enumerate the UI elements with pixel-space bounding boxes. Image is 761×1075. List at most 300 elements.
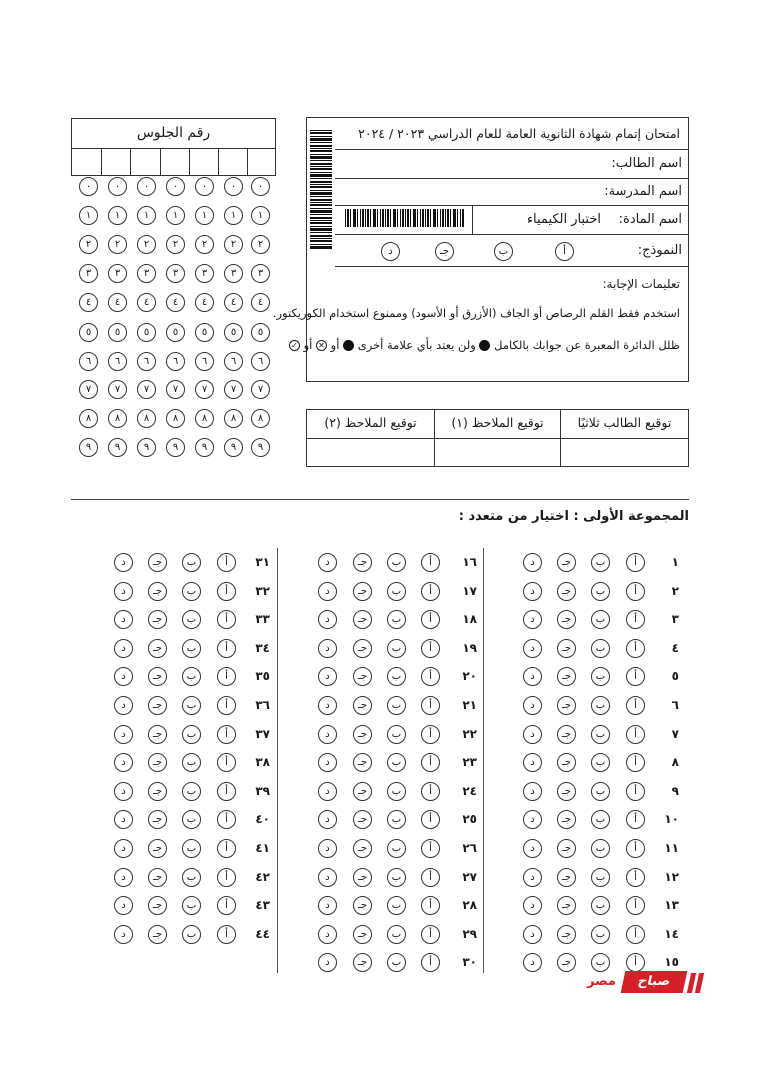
seat-digit-bubble[interactable]: ٢	[108, 235, 127, 254]
answer-option-bubble[interactable]: أ	[626, 696, 645, 715]
seat-digit-bubble[interactable]: ٥	[137, 323, 156, 342]
seat-digit-bubble[interactable]: ٠	[251, 177, 270, 196]
answer-option-bubble[interactable]: د	[523, 553, 542, 572]
answer-option-bubble[interactable]: أ	[421, 696, 440, 715]
answer-option-bubble[interactable]: جـ	[148, 610, 167, 629]
seat-digit-bubble[interactable]: ٩	[79, 438, 98, 457]
seat-digit-bubble[interactable]: ٩	[251, 438, 270, 457]
seat-digit-bubble[interactable]: ٤	[79, 293, 98, 312]
answer-option-bubble[interactable]: د	[523, 782, 542, 801]
answer-option-bubble[interactable]: ب	[591, 696, 610, 715]
seat-box-divider	[189, 148, 190, 175]
answer-option-bubble[interactable]: أ	[217, 582, 236, 601]
answer-option-bubble[interactable]: أ	[626, 553, 645, 572]
answer-option-bubble[interactable]: ب	[591, 925, 610, 944]
seat-digit-bubble[interactable]: ٠	[108, 177, 127, 196]
seat-digit-bubble[interactable]: ٨	[224, 409, 243, 428]
answer-option-bubble[interactable]: د	[523, 839, 542, 858]
barcode-bar	[353, 209, 356, 227]
answer-option-bubble[interactable]: د	[523, 753, 542, 772]
answer-option-bubble[interactable]: ب	[387, 610, 406, 629]
seat-digit-bubble[interactable]: ٥	[108, 323, 127, 342]
answer-option-bubble[interactable]: د	[318, 782, 337, 801]
seat-digit-bubble[interactable]: ٩	[137, 438, 156, 457]
answer-option-bubble[interactable]: د	[523, 810, 542, 829]
answer-option-bubble[interactable]: أ	[217, 696, 236, 715]
seat-digit-bubble[interactable]: ٧	[137, 380, 156, 399]
answer-option-bubble[interactable]: ب	[182, 896, 201, 915]
barcode-bar	[310, 174, 332, 177]
answer-option-bubble[interactable]: جـ	[353, 667, 372, 686]
answer-option-bubble[interactable]: ب	[387, 667, 406, 686]
seat-digit-bubble[interactable]: ٢	[137, 235, 156, 254]
question-number: ٤٣	[255, 898, 270, 912]
answer-option-bubble[interactable]: د	[318, 810, 337, 829]
answer-option-bubble[interactable]: أ	[217, 839, 236, 858]
answer-option-bubble[interactable]: أ	[217, 725, 236, 744]
answer-option-bubble[interactable]: ب	[387, 896, 406, 915]
answer-option-bubble[interactable]: د	[318, 925, 337, 944]
answer-option-bubble[interactable]: د	[114, 810, 133, 829]
answer-option-bubble[interactable]: د	[523, 896, 542, 915]
barcode-bar	[402, 209, 404, 227]
subject-value: اختبار الكيمياء	[526, 212, 601, 227]
answer-option-bubble[interactable]: د	[523, 868, 542, 887]
answer-option-bubble[interactable]: د	[114, 610, 133, 629]
answer-option-bubble[interactable]: د	[523, 639, 542, 658]
answer-option-bubble[interactable]: جـ	[557, 925, 576, 944]
answer-option-bubble[interactable]: جـ	[353, 725, 372, 744]
seat-digit-bubble[interactable]: ٠	[195, 177, 214, 196]
seat-digit-bubble[interactable]: ٧	[224, 380, 243, 399]
answer-option-bubble[interactable]: ب	[387, 782, 406, 801]
question-number: ٤٠	[255, 812, 270, 826]
question-number: ٨	[671, 755, 679, 769]
seat-digit-bubble[interactable]: ٧	[79, 380, 98, 399]
answer-option-bubble[interactable]: جـ	[557, 753, 576, 772]
answer-option-bubble[interactable]: ب	[591, 553, 610, 572]
seat-digit-bubble[interactable]: ٤	[108, 293, 127, 312]
answer-option-bubble[interactable]: ب	[182, 925, 201, 944]
seat-digit-bubble[interactable]: ٧	[166, 380, 185, 399]
answer-option-bubble[interactable]: ب	[182, 868, 201, 887]
seat-digit-bubble[interactable]: ٣	[251, 264, 270, 283]
seat-digit-bubble[interactable]: ٤	[195, 293, 214, 312]
answer-option-bubble[interactable]: أ	[626, 839, 645, 858]
answer-option-bubble[interactable]: أ	[217, 639, 236, 658]
seat-digit-bubble[interactable]: ١	[195, 206, 214, 225]
answer-option-bubble[interactable]: جـ	[148, 868, 167, 887]
answer-option-bubble[interactable]: جـ	[353, 868, 372, 887]
seat-digit-bubble[interactable]: ١	[224, 206, 243, 225]
answer-option-bubble[interactable]: د	[318, 667, 337, 686]
answer-option-bubble[interactable]: ب	[182, 667, 201, 686]
answer-option-bubble[interactable]: ب	[182, 753, 201, 772]
seat-digit-bubble[interactable]: ٢	[79, 235, 98, 254]
answer-option-bubble[interactable]: جـ	[148, 925, 167, 944]
seat-digit-bubble[interactable]: ١	[166, 206, 185, 225]
seat-digit-bubble[interactable]: ٨	[79, 409, 98, 428]
answer-option-bubble[interactable]: أ	[217, 896, 236, 915]
seat-digit-bubble[interactable]: ٦	[251, 352, 270, 371]
seat-digit-bubble[interactable]: ٣	[195, 264, 214, 283]
instruction-2	[289, 338, 680, 352]
seat-digit-bubble[interactable]: ٩	[224, 438, 243, 457]
seat-digit-bubble[interactable]: ٣	[79, 264, 98, 283]
seat-digit-bubble[interactable]: ٢	[251, 235, 270, 254]
barcode-bar	[365, 209, 366, 227]
seat-digit-bubble[interactable]: ٦	[195, 352, 214, 371]
model-option-bubble[interactable]: د	[381, 242, 400, 261]
answer-option-bubble[interactable]: د	[114, 667, 133, 686]
question-number: ٣٠	[462, 955, 477, 969]
answer-option-bubble[interactable]: جـ	[148, 553, 167, 572]
answer-option-bubble[interactable]: د	[114, 582, 133, 601]
answer-option-bubble[interactable]: جـ	[353, 782, 372, 801]
answer-option-bubble[interactable]: أ	[626, 782, 645, 801]
answer-option-bubble[interactable]: أ	[217, 667, 236, 686]
barcode-bar	[405, 209, 406, 227]
barcode-bar	[310, 210, 332, 213]
answer-option-bubble[interactable]: ب	[182, 639, 201, 658]
answer-option-bubble[interactable]: أ	[421, 810, 440, 829]
seat-digit-bubble[interactable]: ٧	[251, 380, 270, 399]
answer-option-bubble[interactable]: د	[318, 553, 337, 572]
answer-option-bubble[interactable]: جـ	[557, 868, 576, 887]
answer-option-bubble[interactable]: أ	[626, 582, 645, 601]
student-name-row[interactable]	[335, 150, 688, 179]
answer-option-bubble[interactable]: د	[523, 696, 542, 715]
logo-word-sabah: صباح	[621, 971, 688, 993]
question-number: ٣٧	[255, 727, 270, 741]
answer-option-bubble[interactable]: أ	[217, 610, 236, 629]
answer-option-bubble[interactable]: د	[114, 925, 133, 944]
seat-digit-bubble[interactable]: ٦	[137, 352, 156, 371]
answer-option-bubble[interactable]: أ	[626, 810, 645, 829]
answer-option-bubble[interactable]: جـ	[353, 610, 372, 629]
answer-option-bubble[interactable]: ب	[182, 582, 201, 601]
model-option-bubble[interactable]: أ	[555, 242, 574, 261]
answer-option-bubble[interactable]: أ	[626, 925, 645, 944]
answer-option-bubble[interactable]: أ	[626, 953, 645, 972]
seat-digit-bubble[interactable]: ٥	[195, 323, 214, 342]
answer-option-bubble[interactable]: جـ	[148, 810, 167, 829]
instruction-2-part2: ولن يعتد بأي علامة أخرى	[357, 338, 476, 352]
answer-option-bubble[interactable]: أ	[217, 753, 236, 772]
answer-option-bubble[interactable]: أ	[217, 553, 236, 572]
answer-option-bubble[interactable]: أ	[217, 782, 236, 801]
answer-option-bubble[interactable]: جـ	[148, 896, 167, 915]
barcode-bar	[310, 172, 332, 173]
answer-option-bubble[interactable]: أ	[421, 725, 440, 744]
answer-option-bubble[interactable]: ب	[387, 868, 406, 887]
seat-digit-bubble[interactable]: ٨	[108, 409, 127, 428]
answer-option-bubble[interactable]: د	[114, 896, 133, 915]
question-number: ١٨	[462, 612, 477, 626]
answer-option-bubble[interactable]: ب	[591, 725, 610, 744]
seat-digit-bubble[interactable]: ١	[108, 206, 127, 225]
answer-option-bubble[interactable]: د	[318, 582, 337, 601]
answer-option-bubble[interactable]: جـ	[353, 810, 372, 829]
answer-option-bubble[interactable]: ب	[182, 782, 201, 801]
seat-digit-bubble[interactable]: ٦	[166, 352, 185, 371]
answer-option-bubble[interactable]: جـ	[557, 639, 576, 658]
seat-box-divider	[130, 148, 131, 175]
seat-digit-bubble[interactable]: ٥	[166, 323, 185, 342]
answer-option-bubble[interactable]: د	[318, 953, 337, 972]
answer-option-bubble[interactable]: أ	[217, 868, 236, 887]
seat-digit-bubble[interactable]: ١	[251, 206, 270, 225]
answer-option-bubble[interactable]: ب	[591, 667, 610, 686]
answer-option-bubble[interactable]: أ	[421, 839, 440, 858]
seat-digit-bubble[interactable]: ٠	[79, 177, 98, 196]
answer-option-bubble[interactable]: جـ	[148, 725, 167, 744]
answer-option-bubble[interactable]: ب	[591, 896, 610, 915]
answer-option-bubble[interactable]: أ	[626, 896, 645, 915]
answer-option-bubble[interactable]: ب	[387, 725, 406, 744]
answer-option-bubble[interactable]: جـ	[353, 896, 372, 915]
seat-digit-bubble[interactable]: ٢	[195, 235, 214, 254]
answer-option-bubble[interactable]: أ	[421, 753, 440, 772]
answer-option-bubble[interactable]: د	[114, 696, 133, 715]
barcode-bar	[310, 217, 332, 219]
seat-digit-bubble[interactable]: ٨	[251, 409, 270, 428]
seat-digit-bubble[interactable]: ٤	[251, 293, 270, 312]
answer-option-bubble[interactable]: جـ	[148, 639, 167, 658]
answer-option-bubble[interactable]: د	[114, 639, 133, 658]
seat-digit-bubble[interactable]: ٠	[137, 177, 156, 196]
seat-digit-bubble[interactable]: ٦	[108, 352, 127, 371]
answer-option-bubble[interactable]: د	[523, 725, 542, 744]
barcode-bar	[450, 209, 451, 227]
question-number: ٢٩	[462, 927, 477, 941]
answer-option-bubble[interactable]: جـ	[557, 810, 576, 829]
answer-option-bubble[interactable]: ب	[182, 610, 201, 629]
answer-option-bubble[interactable]: جـ	[353, 839, 372, 858]
answer-option-bubble[interactable]: د	[318, 696, 337, 715]
seat-digit-bubble[interactable]: ٣	[224, 264, 243, 283]
answer-option-bubble[interactable]: أ	[421, 582, 440, 601]
answer-option-bubble[interactable]: ب	[387, 639, 406, 658]
barcode-bar	[310, 204, 332, 206]
answer-option-bubble[interactable]: ب	[591, 810, 610, 829]
answer-option-bubble[interactable]: أ	[626, 639, 645, 658]
answer-option-bubble[interactable]: أ	[626, 753, 645, 772]
answer-option-bubble[interactable]: أ	[421, 868, 440, 887]
question-number: ٣٤	[255, 641, 270, 655]
answer-option-bubble[interactable]: ب	[591, 639, 610, 658]
answer-option-bubble[interactable]: ب	[387, 953, 406, 972]
barcode-bar	[310, 166, 332, 167]
answer-option-bubble[interactable]: ب	[387, 582, 406, 601]
answer-option-bubble[interactable]: د	[114, 839, 133, 858]
answer-option-bubble[interactable]: أ	[421, 782, 440, 801]
seat-digit-bubble[interactable]: ٦	[79, 352, 98, 371]
answer-option-bubble[interactable]: د	[318, 839, 337, 858]
answer-option-bubble[interactable]: جـ	[353, 553, 372, 572]
question-number: ٢٤	[462, 784, 477, 798]
answer-option-bubble[interactable]: أ	[217, 925, 236, 944]
answer-option-bubble[interactable]: جـ	[557, 610, 576, 629]
answer-option-bubble[interactable]: ب	[387, 696, 406, 715]
seat-digit-bubble[interactable]: ٧	[195, 380, 214, 399]
answer-option-bubble[interactable]: د	[114, 782, 133, 801]
answer-option-bubble[interactable]: ب	[387, 753, 406, 772]
answer-option-bubble[interactable]: جـ	[557, 667, 576, 686]
seat-digit-bubble[interactable]: ٦	[224, 352, 243, 371]
answer-option-bubble[interactable]: جـ	[148, 753, 167, 772]
barcode-bar	[397, 209, 398, 227]
model-option-bubble[interactable]: ب	[494, 242, 513, 261]
answer-option-bubble[interactable]: ب	[182, 553, 201, 572]
answer-option-bubble[interactable]: ب	[591, 782, 610, 801]
barcode-bar	[460, 209, 461, 227]
answer-option-bubble[interactable]: ب	[182, 839, 201, 858]
answer-column-divider	[483, 548, 484, 973]
answer-option-bubble[interactable]: جـ	[148, 696, 167, 715]
barcode-bar	[420, 209, 421, 227]
answer-option-bubble[interactable]: د	[318, 896, 337, 915]
answer-option-bubble[interactable]: جـ	[353, 696, 372, 715]
answer-option-bubble[interactable]: أ	[626, 667, 645, 686]
answer-option-bubble[interactable]: جـ	[353, 753, 372, 772]
answer-option-bubble[interactable]: د	[523, 582, 542, 601]
seat-number-boxes[interactable]	[71, 148, 276, 176]
answer-option-bubble[interactable]: ب	[591, 610, 610, 629]
answer-option-bubble[interactable]: د	[114, 753, 133, 772]
question-number: ٣٢	[255, 584, 270, 598]
answer-option-bubble[interactable]: ب	[182, 696, 201, 715]
answer-option-bubble[interactable]: أ	[421, 553, 440, 572]
answer-option-bubble[interactable]: د	[318, 725, 337, 744]
answer-option-bubble[interactable]: د	[523, 953, 542, 972]
answer-option-bubble[interactable]: جـ	[557, 782, 576, 801]
answer-option-bubble[interactable]: جـ	[557, 696, 576, 715]
answer-option-bubble[interactable]: أ	[626, 725, 645, 744]
answer-option-bubble[interactable]: جـ	[148, 667, 167, 686]
answer-option-bubble[interactable]: جـ	[353, 925, 372, 944]
answer-option-bubble[interactable]: د	[318, 639, 337, 658]
answer-option-bubble[interactable]: د	[114, 725, 133, 744]
answer-option-bubble[interactable]: أ	[421, 610, 440, 629]
answer-option-bubble[interactable]: ب	[387, 553, 406, 572]
seat-digit-bubble[interactable]: ٤	[137, 293, 156, 312]
seat-digit-bubble[interactable]: ٠	[166, 177, 185, 196]
answer-option-bubble[interactable]: جـ	[148, 582, 167, 601]
seat-digit-bubble[interactable]: ٩	[166, 438, 185, 457]
answer-option-bubble[interactable]: ب	[387, 839, 406, 858]
barcode-bar	[360, 209, 361, 227]
barcode-bar	[310, 132, 332, 134]
answer-option-bubble[interactable]: د	[114, 868, 133, 887]
seat-digit-bubble[interactable]: ٧	[108, 380, 127, 399]
answer-option-bubble[interactable]: ب	[591, 953, 610, 972]
seat-digit-bubble[interactable]: ٤	[166, 293, 185, 312]
seat-digit-bubble[interactable]: ٤	[224, 293, 243, 312]
answer-option-bubble[interactable]: د	[523, 667, 542, 686]
answer-option-bubble[interactable]: د	[523, 925, 542, 944]
answer-option-bubble[interactable]: جـ	[557, 582, 576, 601]
barcode-bar	[310, 130, 332, 131]
barcode-bar	[310, 244, 332, 245]
answer-option-bubble[interactable]: جـ	[557, 953, 576, 972]
answer-option-bubble[interactable]: ب	[182, 810, 201, 829]
answer-option-bubble[interactable]: جـ	[148, 782, 167, 801]
answer-option-bubble[interactable]: ب	[591, 868, 610, 887]
answer-option-bubble[interactable]: أ	[421, 896, 440, 915]
school-name-row[interactable]	[335, 179, 688, 206]
answer-column-divider	[277, 548, 278, 973]
seat-digit-bubble[interactable]: ٣	[108, 264, 127, 283]
barcode-bar	[310, 214, 332, 215]
seat-digit-bubble[interactable]: ٥	[251, 323, 270, 342]
answer-option-bubble[interactable]: أ	[421, 639, 440, 658]
answer-option-bubble[interactable]: أ	[421, 925, 440, 944]
answer-option-bubble[interactable]: أ	[421, 953, 440, 972]
answer-option-bubble[interactable]: ب	[182, 725, 201, 744]
seat-digit-bubble[interactable]: ٠	[224, 177, 243, 196]
seat-digit-bubble[interactable]: ٨	[166, 409, 185, 428]
answer-option-bubble[interactable]: جـ	[353, 953, 372, 972]
question-number: ٤١	[255, 841, 270, 855]
answer-option-bubble[interactable]: د	[318, 868, 337, 887]
model-option-bubble[interactable]: جـ	[435, 242, 454, 261]
answer-option-bubble[interactable]: د	[523, 610, 542, 629]
seat-digit-bubble[interactable]: ٥	[79, 323, 98, 342]
barcode-bar	[310, 238, 332, 239]
seat-digit-bubble[interactable]: ٢	[166, 235, 185, 254]
answer-option-bubble[interactable]: جـ	[148, 839, 167, 858]
answer-option-bubble[interactable]: أ	[626, 610, 645, 629]
seat-digit-bubble[interactable]: ٨	[137, 409, 156, 428]
seat-digit-bubble[interactable]: ٥	[224, 323, 243, 342]
barcode-bar	[422, 209, 424, 227]
answer-option-bubble[interactable]: جـ	[557, 725, 576, 744]
answer-option-bubble[interactable]: ب	[387, 810, 406, 829]
answer-option-bubble[interactable]: ب	[591, 753, 610, 772]
answer-option-bubble[interactable]: ب	[591, 839, 610, 858]
answer-option-bubble[interactable]: د	[114, 553, 133, 572]
seat-digit-bubble[interactable]: ١	[137, 206, 156, 225]
barcode-bar	[380, 209, 381, 227]
seat-digit-bubble[interactable]: ٣	[166, 264, 185, 283]
answer-option-bubble[interactable]: جـ	[557, 839, 576, 858]
question-number: ٣	[671, 612, 679, 626]
answer-option-bubble[interactable]: جـ	[557, 896, 576, 915]
answer-option-bubble[interactable]: جـ	[353, 639, 372, 658]
seat-digit-bubble[interactable]: ٨	[195, 409, 214, 428]
answer-option-bubble[interactable]: ب	[591, 582, 610, 601]
answer-option-bubble[interactable]: د	[318, 610, 337, 629]
answer-option-bubble[interactable]: جـ	[557, 553, 576, 572]
seat-box-divider	[160, 148, 161, 175]
question-number: ١٠	[664, 812, 679, 826]
question-number: ٩	[671, 784, 679, 798]
answer-option-bubble[interactable]: ب	[387, 925, 406, 944]
seat-digit-bubble[interactable]: ١	[79, 206, 98, 225]
answer-option-bubble[interactable]: أ	[626, 868, 645, 887]
question-number: ٣٥	[255, 669, 270, 683]
barcode-bar	[310, 208, 332, 209]
answer-option-bubble[interactable]: أ	[421, 667, 440, 686]
answer-option-bubble[interactable]: أ	[217, 810, 236, 829]
seat-digit-bubble[interactable]: ٣	[137, 264, 156, 283]
seat-digit-bubble[interactable]: ٩	[108, 438, 127, 457]
answer-option-bubble[interactable]: د	[318, 753, 337, 772]
seat-digit-bubble[interactable]: ٢	[224, 235, 243, 254]
seat-digit-bubble[interactable]: ٩	[195, 438, 214, 457]
answer-option-bubble[interactable]: جـ	[353, 582, 372, 601]
